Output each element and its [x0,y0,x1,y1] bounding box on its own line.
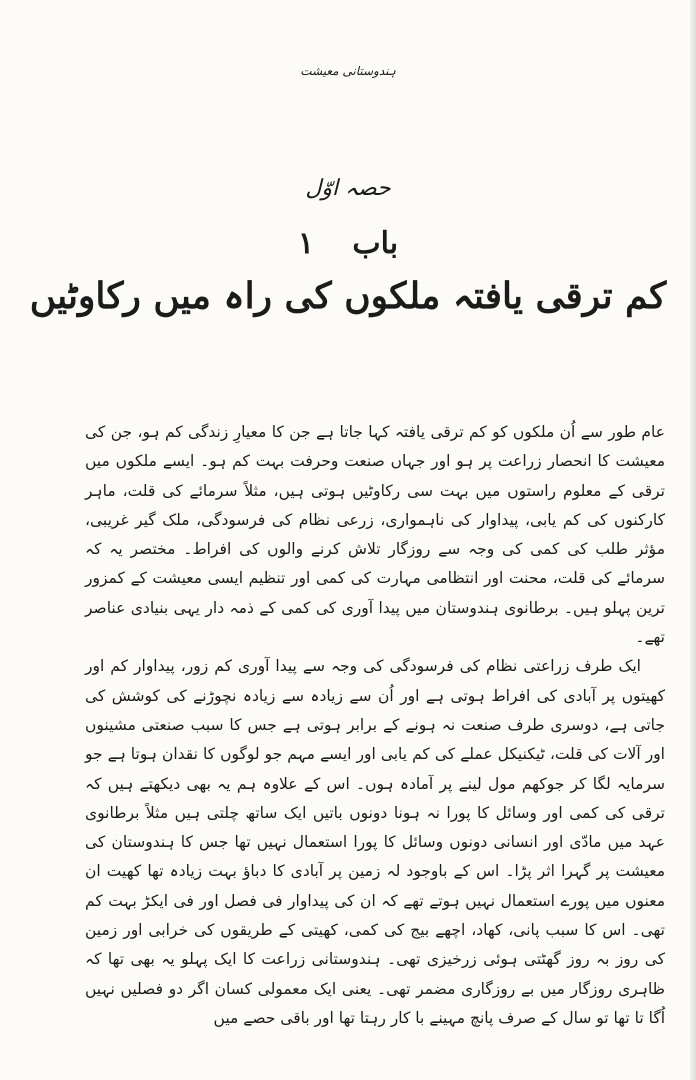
chapter-word: باب [352,226,399,261]
chapter-heading [0,226,696,261]
part-heading: حصہ اوّل [305,176,391,201]
chapter-title: کم ترقی یافتہ ملکوں کی راہ میں رکاوٹیں [29,275,667,317]
chapter-number: ۱ [297,226,314,261]
paragraph-1: عام طور سے اُن ملکوں کو کم ترقی یافتہ کہا جاتا ہے جن کا معیارِ زندگی کم ہو، جن کی معیشت کا انحصار زراعت پر ہو اور جہاں صنعت وحرفت بہت کم ہو۔ ایسے ملکوں میں ترقی کے معلوم راستوں میں بہت سی رکاوٹیں ہوتی ہیں، مثلاً سرمائے کی قلت، ماہر کارکنوں کی کم یابی، پیداوار کی ناہمواری، زرعی نظام کی فرسودگی، ملک گیر غریبی، مؤثر طلب کی کمی کی وجہ سے روزگار تلاش کرنے والوں کی افراط۔ مختصر یہ کہ سرمائے کی قلت، محنت اور انتظامی مہارت کی کمی اور تنظیم ایسی معیشت کے کمزور ترین پہلو ہیں۔ برطانوی ہندوستان میں پیدا آوری کی کمی کے ذمہ دار یہی بنیادی عناصر تھے۔ [85,423,665,647]
body-text [85,418,665,1033]
paragraph-2: ایک طرف زراعتی نظام کی فرسودگی کی وجہ سے پیدا آوری کم زور، پیداوار کم اور کھیتوں پر آبادی کی افراط ہوتی ہے اور اُن سے زیادہ سے زیادہ نچوڑنے کی کوشش کی جاتی ہے، دوسری طرف صنعت نہ ہونے کے برابر ہوتی ہے جس کا سبب صنعتی مشینوں اور آلات کی قلت، ٹیکنیکل عملے کی کم یابی اور ایسے مہم جو لوگوں کا نقدان ہوتا ہے جو سرمایہ لگا کر جوکھم مول لینے پر آمادہ ہوں۔ اس کے علاوہ ہم یہ بھی دیکھتے ہیں کہ ترقی کی کمی اور وسائل کا پورا نہ ہونا دونوں باتیں ایک ساتھ چلتی ہیں مثلاً برطانوی عہد میں مادّی اور انسانی دونوں وسائل کا پورا استعمال نہیں تھا جس کا ہندوستان کی معیشت پر گہرا اثر پڑا۔ اس کے باوجود لہ زمین پر آبادی کا دباؤ بہت زیادہ تھا کھیت ان معنوں میں پورے استعمال نہیں ہوتے تھے کہ ان کی پیداوار فی فصل اور فی ایکڑ بہت کم تھی۔ اس کا سبب پانی، کھاد، اچھے بیج کی کمی، کھیتی کے طریقوں کی خرابی اور زمین کی روز بہ روز گھٹتی ہوئی زرخیزی تھی۔ ہندوستانی زراعت کا ایک پہلو یہ بھی تھا کہ ظاہری روزگار میں بے روزگاری مضمر تھی۔ یعنی ایک معمولی کسان اگر دو فصلیں نہیں اُگا تا تھا تو سال کے صرف پانچ مہینے با کار رہتا تھا اور باقی حصے میں [85,657,665,1027]
running-head: ہندوستانی معیشت [300,64,396,78]
page-edge-shadow [690,0,696,1080]
